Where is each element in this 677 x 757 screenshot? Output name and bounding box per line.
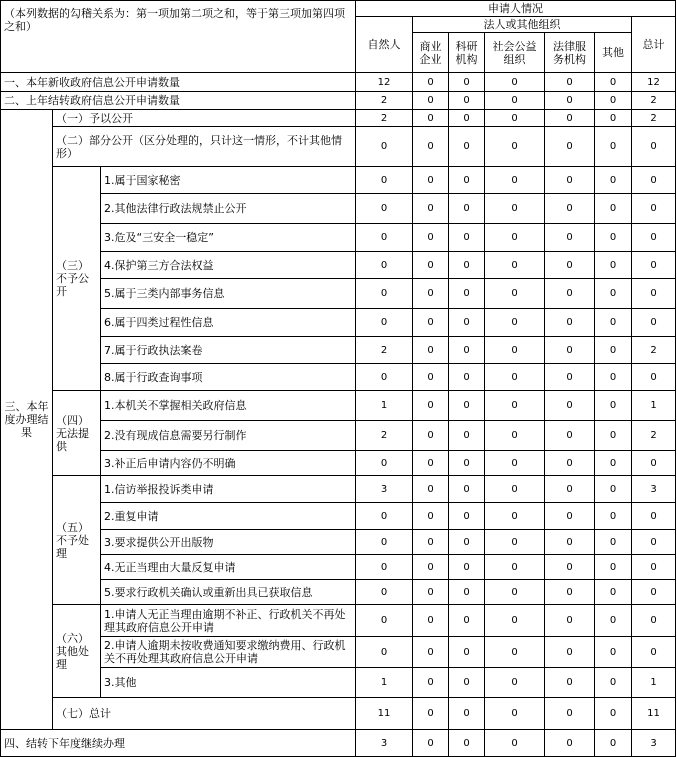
row-value: 0 <box>485 127 545 167</box>
row-value: 0 <box>595 127 632 167</box>
row-value: 0 <box>595 503 632 530</box>
row-label: （七）总计 <box>53 698 356 730</box>
row-label: 1.本机关不掌握相关政府信息 <box>101 391 356 421</box>
row-value: 0 <box>595 92 632 110</box>
row-value: 0 <box>545 194 595 224</box>
row-value: 0 <box>485 530 545 555</box>
row-value: 2 <box>356 110 413 127</box>
row-value: 0 <box>632 503 676 530</box>
row-value: 0 <box>595 451 632 476</box>
row-label: 5.属于三类内部事务信息 <box>101 279 356 309</box>
row-value: 12 <box>632 73 676 92</box>
header-total: 总计 <box>632 17 676 73</box>
row-value: 0 <box>545 252 595 279</box>
row-value: 0 <box>449 668 485 698</box>
row-value: 0 <box>413 637 449 668</box>
header-natural-person: 自然人 <box>356 17 413 73</box>
row-value: 0 <box>485 279 545 309</box>
row-value: 3 <box>632 730 676 757</box>
row-value: 0 <box>413 92 449 110</box>
row-value: 0 <box>632 364 676 391</box>
row-value: 0 <box>595 555 632 580</box>
group-nondisclose: （三）不予公开 <box>53 167 101 391</box>
table-row <box>1 605 676 637</box>
row-value: 0 <box>485 730 545 757</box>
row-value: 0 <box>595 476 632 503</box>
row-value: 0 <box>545 364 595 391</box>
row-value: 0 <box>449 451 485 476</box>
row-value: 0 <box>413 364 449 391</box>
group-other-process: （六）其他处理 <box>53 605 101 698</box>
row-value: 0 <box>356 127 413 167</box>
row-value: 3 <box>356 730 413 757</box>
table-row <box>1 167 676 194</box>
row-value: 0 <box>449 337 485 364</box>
row-value: 0 <box>449 637 485 668</box>
row-label: 8.属于行政查询事项 <box>101 364 356 391</box>
row-value: 0 <box>595 530 632 555</box>
row-value: 2 <box>632 110 676 127</box>
row-value: 0 <box>449 364 485 391</box>
row-value: 0 <box>595 580 632 605</box>
header-applicant: 申请人情况 <box>356 1 676 17</box>
row-value: 0 <box>632 605 676 637</box>
row-value: 0 <box>545 555 595 580</box>
row-value: 0 <box>545 224 595 252</box>
table-row <box>1 530 676 555</box>
row-value: 0 <box>485 92 545 110</box>
row-label: 2.其他法律行政法规禁止公开 <box>101 194 356 224</box>
row-value: 0 <box>413 252 449 279</box>
table-row <box>1 421 676 451</box>
row-value: 12 <box>356 73 413 92</box>
row-value: 0 <box>449 194 485 224</box>
header-research: 科研机构 <box>449 33 485 73</box>
row-label: 2.没有现成信息需要另行制作 <box>101 421 356 451</box>
row-label: 一、本年新收政府信息公开申请数量 <box>1 73 356 92</box>
row-value: 0 <box>356 503 413 530</box>
row-value: 0 <box>449 391 485 421</box>
row-value: 0 <box>485 698 545 730</box>
row-value: 0 <box>632 530 676 555</box>
row-value: 0 <box>485 637 545 668</box>
table-row <box>1 127 676 167</box>
row-value: 0 <box>449 167 485 194</box>
row-value: 0 <box>545 580 595 605</box>
row-value: 0 <box>595 224 632 252</box>
row-value: 0 <box>545 698 595 730</box>
table-row <box>1 503 676 530</box>
table-row <box>1 194 676 224</box>
row-value: 0 <box>449 555 485 580</box>
row-value: 0 <box>485 194 545 224</box>
row-value: 0 <box>632 127 676 167</box>
row-value: 0 <box>485 252 545 279</box>
row-value: 0 <box>413 730 449 757</box>
row-value: 0 <box>545 391 595 421</box>
row-value: 0 <box>595 698 632 730</box>
row-value: 0 <box>356 194 413 224</box>
row-value: 0 <box>595 337 632 364</box>
row-value: 11 <box>632 698 676 730</box>
row-value: 0 <box>545 127 595 167</box>
row-value: 0 <box>485 110 545 127</box>
row-value: 1 <box>632 391 676 421</box>
row-value: 0 <box>632 252 676 279</box>
row-value: 0 <box>545 309 595 337</box>
row-value: 0 <box>356 224 413 252</box>
row-value: 0 <box>595 364 632 391</box>
table-row <box>1 476 676 503</box>
row-value: 0 <box>632 224 676 252</box>
table-row <box>1 92 676 110</box>
row-value: 0 <box>449 580 485 605</box>
row-value: 0 <box>595 309 632 337</box>
header-legal-service: 法律服务机构 <box>545 33 595 73</box>
row-value: 0 <box>632 451 676 476</box>
row-value: 0 <box>413 391 449 421</box>
row-value: 0 <box>632 309 676 337</box>
table-row <box>1 391 676 421</box>
table-row <box>1 698 676 730</box>
row-value: 0 <box>356 167 413 194</box>
row-label: 四、结转下年度继续办理 <box>1 730 356 757</box>
row-value: 0 <box>356 451 413 476</box>
header-legal-group: 法人或其他组织 <box>413 17 632 33</box>
table-row <box>1 364 676 391</box>
table-row <box>1 252 676 279</box>
group-no-process: （五）不予处理 <box>53 476 101 605</box>
row-value: 2 <box>356 92 413 110</box>
row-value: 0 <box>595 167 632 194</box>
row-label: 3.其他 <box>101 668 356 698</box>
table-row <box>1 451 676 476</box>
row-label: （二）部分公开（区分处理的，只计这一情形，不计其他情形） <box>53 127 356 167</box>
row-value: 0 <box>413 605 449 637</box>
row-value: 0 <box>545 668 595 698</box>
row-label: 4.保护第三方合法权益 <box>101 252 356 279</box>
row-value: 0 <box>356 364 413 391</box>
row-value: 0 <box>485 555 545 580</box>
table-row <box>1 337 676 364</box>
header-social: 社会公益组织 <box>485 33 545 73</box>
row-value: 0 <box>545 337 595 364</box>
row-value: 0 <box>449 110 485 127</box>
row-value: 0 <box>545 421 595 451</box>
row-value: 0 <box>485 167 545 194</box>
row-value: 0 <box>449 476 485 503</box>
row-value: 0 <box>632 194 676 224</box>
row-value: 0 <box>413 73 449 92</box>
row-value: 0 <box>545 73 595 92</box>
table-row <box>1 224 676 252</box>
row-value: 0 <box>485 476 545 503</box>
row-value: 0 <box>356 637 413 668</box>
row-value: 0 <box>632 555 676 580</box>
row-value: 0 <box>632 167 676 194</box>
row-value: 0 <box>413 194 449 224</box>
row-value: 0 <box>545 730 595 757</box>
row-value: 0 <box>595 668 632 698</box>
row-value: 0 <box>413 451 449 476</box>
row-value: 0 <box>595 391 632 421</box>
row-value: 0 <box>545 637 595 668</box>
row-value: 2 <box>356 337 413 364</box>
row-value: 0 <box>356 530 413 555</box>
row-value: 0 <box>413 580 449 605</box>
row-label: 1.属于国家秘密 <box>101 167 356 194</box>
row-value: 0 <box>485 364 545 391</box>
row-value: 0 <box>595 194 632 224</box>
table-row <box>1 668 676 698</box>
row-label: 4.无正当理由大量反复申请 <box>101 555 356 580</box>
row-value: 0 <box>545 451 595 476</box>
row-value: 2 <box>632 337 676 364</box>
row-value: 3 <box>632 476 676 503</box>
row-label: 1.信访举报投诉类申请 <box>101 476 356 503</box>
header-commercial: 商业企业 <box>413 33 449 73</box>
row-value: 0 <box>449 503 485 530</box>
row-label: （一）予以公开 <box>53 110 356 127</box>
row-value: 0 <box>413 224 449 252</box>
row-value: 0 <box>413 555 449 580</box>
row-value: 0 <box>449 127 485 167</box>
row-value: 0 <box>413 127 449 167</box>
row-value: 0 <box>413 698 449 730</box>
row-value: 0 <box>595 252 632 279</box>
row-value: 0 <box>595 279 632 309</box>
row-value: 0 <box>545 530 595 555</box>
row-value: 0 <box>449 530 485 555</box>
table-row <box>1 637 676 668</box>
row-label: 2.重复申请 <box>101 503 356 530</box>
row-value: 0 <box>356 279 413 309</box>
table-row <box>1 309 676 337</box>
table-row <box>1 580 676 605</box>
row-value: 0 <box>485 309 545 337</box>
row-value: 0 <box>413 668 449 698</box>
row-value: 0 <box>545 110 595 127</box>
row-value: 0 <box>485 421 545 451</box>
row-value: 1 <box>632 668 676 698</box>
row-value: 0 <box>545 279 595 309</box>
row-value: 0 <box>449 279 485 309</box>
table-row <box>1 279 676 309</box>
row-value: 1 <box>356 391 413 421</box>
row-value: 0 <box>413 421 449 451</box>
row-value: 0 <box>545 167 595 194</box>
row-value: 0 <box>413 337 449 364</box>
row-value: 0 <box>595 730 632 757</box>
row-value: 0 <box>485 580 545 605</box>
row-label: 6.属于四类过程性信息 <box>101 309 356 337</box>
table-row <box>1 73 676 92</box>
row-value: 0 <box>595 110 632 127</box>
row-value: 0 <box>595 637 632 668</box>
row-value: 0 <box>485 605 545 637</box>
row-value: 0 <box>485 451 545 476</box>
row-value: 0 <box>595 605 632 637</box>
row-value: 0 <box>449 421 485 451</box>
row-value: 0 <box>632 637 676 668</box>
row-value: 0 <box>485 73 545 92</box>
row-value: 2 <box>632 421 676 451</box>
row-label: 7.属于行政执法案卷 <box>101 337 356 364</box>
row-value: 0 <box>413 110 449 127</box>
row-value: 0 <box>413 530 449 555</box>
row-value: 0 <box>356 605 413 637</box>
row-value: 0 <box>413 503 449 530</box>
row-label: 3.补正后申请内容仍不明确 <box>101 451 356 476</box>
row-value: 0 <box>632 580 676 605</box>
row-label: 3.要求提供公开出版物 <box>101 530 356 555</box>
row-value: 0 <box>485 224 545 252</box>
group-cannot-provide: （四）无法提供 <box>53 391 101 476</box>
row-value: 0 <box>485 391 545 421</box>
row-value: 0 <box>356 580 413 605</box>
row-value: 3 <box>356 476 413 503</box>
row-value: 0 <box>413 279 449 309</box>
row-value: 0 <box>545 503 595 530</box>
row-value: 0 <box>449 605 485 637</box>
row-value: 1 <box>356 668 413 698</box>
row-value: 0 <box>413 309 449 337</box>
row-label: 3.危及“三安全一稳定” <box>101 224 356 252</box>
row-value: 0 <box>545 605 595 637</box>
row-value: 0 <box>356 555 413 580</box>
row-value: 0 <box>356 309 413 337</box>
table-row <box>1 730 676 757</box>
row-value: 0 <box>413 167 449 194</box>
row-value: 0 <box>356 252 413 279</box>
row-label: 二、上年结转政府信息公开申请数量 <box>1 92 356 110</box>
header-note: （本列数据的勾稽关系为：第一项加第二项之和，等于第三项加第四项之和） <box>1 1 356 73</box>
row-label: 2.申请人逾期未按收费通知要求缴纳费用、行政机关不再处理其政府信息公开申请 <box>101 637 356 668</box>
row-value: 0 <box>632 279 676 309</box>
row-value: 0 <box>485 668 545 698</box>
row-value: 0 <box>449 698 485 730</box>
row-value: 0 <box>545 476 595 503</box>
group-three-label: 三、本年度办理结果 <box>1 110 53 730</box>
table-row <box>1 110 676 127</box>
row-value: 0 <box>449 92 485 110</box>
row-value: 0 <box>595 421 632 451</box>
row-value: 0 <box>485 337 545 364</box>
header-other: 其他 <box>595 33 632 73</box>
row-value: 0 <box>485 503 545 530</box>
row-value: 0 <box>449 73 485 92</box>
row-value: 0 <box>595 73 632 92</box>
row-value: 0 <box>449 252 485 279</box>
row-value: 2 <box>632 92 676 110</box>
row-value: 2 <box>356 421 413 451</box>
row-value: 0 <box>449 224 485 252</box>
row-value: 0 <box>449 309 485 337</box>
row-value: 0 <box>545 92 595 110</box>
row-value: 0 <box>413 476 449 503</box>
row-value: 0 <box>449 730 485 757</box>
row-value: 11 <box>356 698 413 730</box>
row-label: 5.要求行政机关确认或重新出具已获取信息 <box>101 580 356 605</box>
row-label: 1.申请人无正当理由逾期不补正、行政机关不再处理其政府信息公开申请 <box>101 605 356 637</box>
table-row <box>1 555 676 580</box>
